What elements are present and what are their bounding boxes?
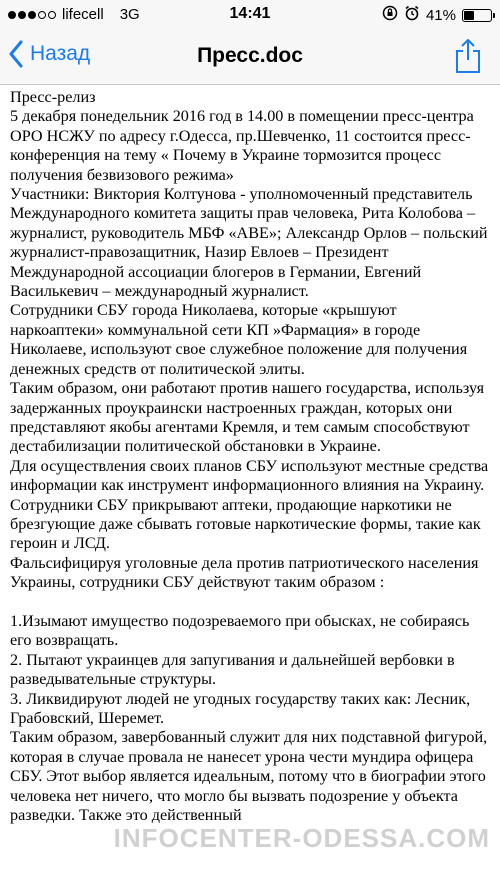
doc-paragraph: Сотрудники СБУ прикрывают аптеки, продающие наркотики не брезгующие даже сбывать готовые наркотические формы, такие как героин и ЛСД. [10,495,485,553]
doc-paragraph: Пресс-релиз [10,88,96,106]
page-title: Пресс.doc [197,44,303,67]
doc-paragraph: Участники: Виктория Колтунова - уполномоченный представитель Международного комитета защиты прав человека, Рита Колобова – журналист, руководитель МБФ «АВЕ»; Александр Орлов – польский журналист-правозащитник, Назир Евлоев – Президент Международной ассоциации блогеров в Германии, Евгений Василькевич – международный журналист. [10,185,492,301]
nav-bar [0,30,500,85]
alarm-icon [404,5,420,25]
doc-paragraph: Таким образом, они работают против нашего государства, используя задержанных проукраински настроенных граждан, которых они представляют якобы агентами Кремля, и тем самым способствуют дестабилизации политической обстановки в Украине. [10,379,489,456]
carrier-name: lifecell [62,6,104,23]
back-button-label: Назад [30,42,91,65]
status-right [382,5,492,25]
doc-paragraph: Таким образом, завербованный служит для них подставной фигурой, которая в случае провала не нанесет урона чести мундира офицера СБУ. Этот выбор является идеальным, потому что в биографии этого человека нет ничего, что могло бы вызвать подозрение у объекта разведки. Также это действенный [10,728,492,825]
battery-icon [462,9,492,22]
doc-paragraph: 2. Пытают украинцев для запугивания и дальнейшей вербовки в разведывательные структуры. [10,650,459,689]
battery-fill [464,11,474,20]
doc-paragraph: 3. Ликвидируют людей не угодных государству таких как: Лесник, Грабовский, Шеремет. [10,689,475,727]
doc-paragraph: 5 декабря понедельник 2016 год в 14.00 в помещении пресс-центра ОРО НСЖУ по адресу г.Одесса, пр.Шевченко, 11 состоится пресс-конференция на тему « Почему в Украине тормозится процесс получения безвизового режима» [10,107,478,184]
status-time: 14:41 [229,5,271,22]
doc-empty-line [10,593,492,612]
watermark: INFOCENTER-ODESSA.COM [113,823,490,853]
rotation-lock-icon [382,5,398,25]
network-type: 3G [119,6,140,23]
document-body[interactable] [10,88,492,890]
doc-paragraph: 1.Изымают имущество подозреваемого при обысках, не собираясь его возвращать. [10,611,474,650]
doc-paragraph: Для осуществления своих планов СБУ используют местные средства информации как инструмент информационного влияния на Украину. [10,456,492,495]
share-icon [454,38,482,74]
share-button[interactable] [454,38,482,79]
doc-paragraph: Фальсифицируя уголовные дела против патриотического населения Украины, сотрудники СБУ действуют таким образом : [10,553,483,592]
doc-paragraph: Сотрудники СБУ города Николаева, которые «крышуют наркоаптеки» коммунальной сети КП »Фармация» в городе Николаеве, используют свое служебное положение для получения денежных средств от политической элиты. [10,301,472,378]
battery-percent: 41% [425,6,456,24]
status-bar [0,0,500,30]
